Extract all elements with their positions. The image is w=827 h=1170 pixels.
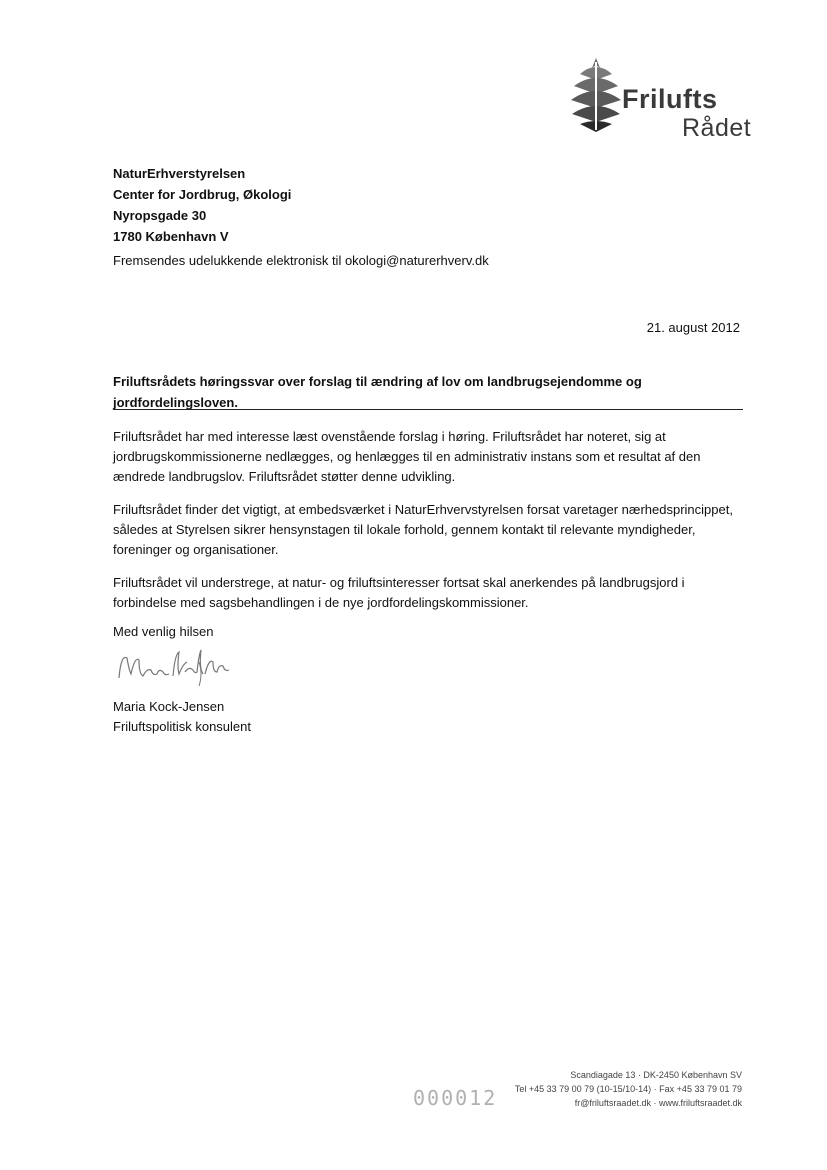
- footer-web: fr@friluftsraadet.dk · www.friluftsraadet.dk: [574, 1098, 742, 1108]
- send-note: Fremsendes udelukkende elektronisk til okologi@naturerhverv.dk: [113, 253, 489, 268]
- recipient-dept: Center for Jordbrug, Økologi: [113, 187, 292, 202]
- recipient-city: 1780 København V: [113, 229, 229, 244]
- sender-title: Friluftspolitisk konsulent: [113, 719, 251, 734]
- logo-word-raadet: Rådet: [682, 114, 752, 142]
- friluftsraadet-logo: [566, 56, 766, 146]
- body-paragraph-1: Friluftsrådet har med interesse læst ovenstående forslag i høring. Friluftsrådet har noteret, sig at jordbrugskommissionerne nedlægges, og henlægges til en administrativ instans som et resultat af den ændrede landbrugslov. Friluftsrådet støtter denne udvikling.: [113, 429, 701, 484]
- letter-footer: [515, 1068, 742, 1110]
- recipient-org: NaturErhverstyrelsen: [113, 166, 246, 181]
- sender-name: Maria Kock-Jensen: [113, 699, 225, 714]
- recipient-street: Nyropsgade 30: [113, 208, 207, 223]
- footer-address: Scandiagade 13 · DK-2450 København SV: [570, 1070, 742, 1080]
- closing-greeting: Med venlig hilsen: [113, 624, 214, 639]
- body-paragraph-3: Friluftsrådet vil understrege, at natur- og friluftsinteresser fortsat skal anerkendes på landbrugsjord i forbindelse med sagsbehandlingen i de nye jordfordelingskommissioner.: [113, 575, 685, 610]
- letter-subject: Friluftsrådets høringssvar over forslag til ændring af lov om landbrugsejendomme og jordfordelingsloven.: [113, 374, 642, 410]
- document-stamp: 000012: [413, 1086, 498, 1110]
- body-paragraph-2: Friluftsrådet finder det vigtigt, at embedsværket i NaturErhvervstyrelsen forsat varetager nærhedsprincippet, således at Styrelsen sikrer hensynstagen til lokale forhold, gennem kontakt til relevante myndigheder, foreninger og organisationer.: [113, 502, 733, 557]
- handwritten-signature: [113, 644, 233, 690]
- letter-date: 21. august 2012: [646, 320, 740, 335]
- footer-phone: Tel +45 33 79 00 79 (10-15/10-14) · Fax +45 33 79 01 79: [514, 1084, 742, 1094]
- logo-word-frilufts: Frilufts: [622, 84, 718, 114]
- subject-divider: [113, 409, 743, 410]
- leaf-icon: [566, 56, 626, 136]
- recipient-address: [113, 163, 291, 247]
